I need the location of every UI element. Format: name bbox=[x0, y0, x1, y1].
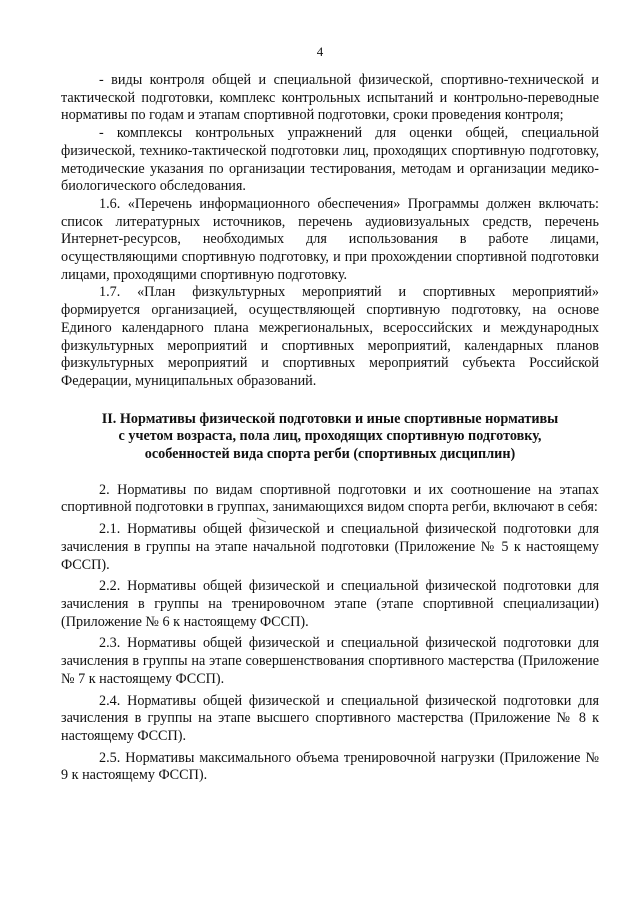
page-number: 4 bbox=[316, 44, 324, 59]
paragraph-2-1: 2.1. Нормативы общей физической и специальной физической подготовки для зачисления в группы на этапе начальной подготовки (Приложение № 5 к настоящему ФССП). bbox=[61, 521, 599, 573]
paragraph-1-7: 1.7. «План физкультурных мероприятий и спортивных мероприятий» формируется организацией, осуществляющей спортивную подготовку, на основе Единого календарного плана межрегиональных, всероссийских и международных физкультурных мероприятий и спортивных мероприятий, календарных планов физкультурных мероприятий и спортивных мероприятий субъекта Российской Федерации, муниципальных образований. bbox=[61, 284, 599, 389]
paragraph-control-exercises: - комплексы контрольных упражнений для оценки общей, специальной физической, технико-тактической подготовки лиц, проходящих спортивную подготовку, методические указания по организации тестирования, методам и организации медико-биологического обследования. bbox=[61, 125, 599, 195]
section-heading bbox=[61, 411, 599, 464]
paragraph-2-5: 2.5. Нормативы максимального объема тренировочной нагрузки (Приложение № 9 к настоящему ФССП). bbox=[61, 749, 599, 784]
section-heading-line-1: II. Нормативы физической подготовки и иные спортивные нормативы bbox=[101, 410, 559, 427]
paragraph-control-types: - виды контроля общей и специальной физической, спортивно-технической и тактической подготовки, комплекс контрольных испытаний и контрольно-переводные нормативы по годам и этапам спортивной подготовки, сроки проведения контроля; bbox=[61, 72, 599, 124]
page-content bbox=[61, 72, 599, 789]
paragraph-1-6: 1.6. «Перечень информационного обеспечения» Программы должен включать: список литературных источников, перечень аудиовизуальных средств, перечень Интернет-ресурсов, необходимых для использования в работе лицами, осуществляющими спортивную подготовку, и при прохождении спортивной подготовки лицами, проходящими спортивную подготовку. bbox=[61, 195, 599, 283]
paragraph-2-2: 2.2. Нормативы общей физической и специальной физической подготовки для зачисления в группы на тренировочном этапе (этапе спортивной специализации) (Приложение № 6 к настоящему ФССП). bbox=[61, 578, 599, 630]
paragraph-2-3: 2.3. Нормативы общей физической и специальной физической подготовки для зачисления в группы на этапе совершенствования спортивного мастерства (Приложение № 7 к настоящему ФССП). bbox=[61, 635, 599, 687]
scan-mark-icon bbox=[256, 517, 268, 523]
section-heading-line-3: особенностей вида спорта регби (спортивных дисциплин) bbox=[144, 446, 516, 463]
section-heading-line-2: с учетом возраста, пола лиц, проходящих спортивную подготовку, bbox=[118, 428, 542, 445]
paragraph-2: 2. Нормативы по видам спортивной подготовки и их соотношение на этапах спортивной подготовки в группах, занимающихся видом спорта регби, включают в себя: bbox=[61, 481, 599, 516]
paragraph-2-4: 2.4. Нормативы общей физической и специальной физической подготовки для зачисления в группы на этапе высшего спортивного мастерства (Приложение № 8 к настоящему ФССП). bbox=[61, 692, 599, 744]
